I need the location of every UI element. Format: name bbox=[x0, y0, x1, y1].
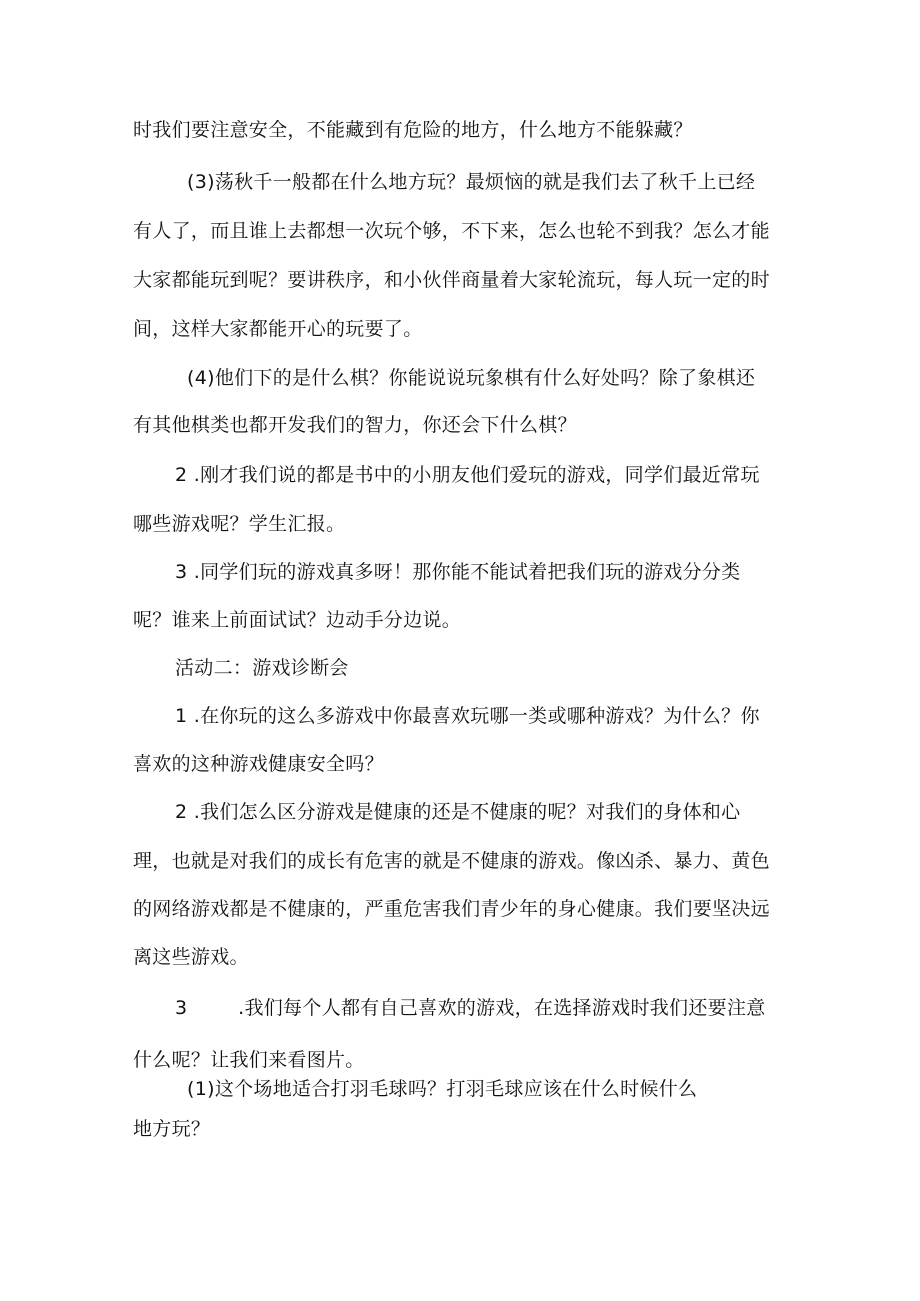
text-line: 什么呢？让我们来看图片。 bbox=[133, 1049, 365, 1071]
text-line: 有其他棋类也都开发我们的智力，你还会下什么棋？ bbox=[133, 414, 577, 436]
text-line: 离这些游戏。 bbox=[133, 946, 249, 968]
text-line: 间，这样大家都能开心的玩要了。 bbox=[133, 318, 423, 340]
text-line: (3)荡秋千一般都在什么地方玩？最烦恼的就是我们去了秋千上已经 bbox=[187, 171, 756, 193]
text-line: 的网络游戏都是不健康的，严重危害我们青少年的身心健康。我们要坚决远 bbox=[133, 898, 770, 920]
text-line: 1 .在你玩的这么多游戏中你最喜欢玩哪一类或哪种游戏？为什么？你 bbox=[175, 705, 760, 727]
text-line: (1)这个场地适合打羽毛球吗？打羽毛球应该在什么时候什么 bbox=[187, 1078, 698, 1100]
text-line: 2 .我们怎么区分游戏是健康的还是不健康的呢？对我们的身体和心 bbox=[175, 801, 741, 823]
section-heading: 活动二：游戏诊断会 bbox=[175, 657, 349, 679]
text-line: 哪些游戏呢？学生汇报。 bbox=[133, 513, 346, 535]
text-line: 喜欢的这种游戏健康安全吗？ bbox=[133, 753, 384, 775]
text-line: 呢？谁来上前面试试？边动手分边说。 bbox=[133, 609, 462, 631]
text-line: 理，也就是对我们的成长有危害的就是不健康的游戏。像凶杀、暴力、黄色 bbox=[133, 850, 770, 872]
text-line: (4)他们下的是什么棋？你能说说玩象棋有什么好处吗？除了象棋还 bbox=[187, 367, 756, 389]
text-line: 3 .同学们玩的游戏真多呀！那你能不能试着把我们玩的游戏分分类 bbox=[175, 561, 741, 583]
text-line: 3 .我们每个人都有自己喜欢的游戏，在选择游戏时我们还要注意 bbox=[175, 997, 766, 1019]
text-line: 有人了，而且谁上去都想一次玩个够，不下来，怎么也轮不到我？怎么才能 bbox=[133, 220, 770, 242]
text-line: 2 .刚才我们说的都是书中的小朋友他们爱玩的游戏，同学们最近常玩 bbox=[175, 464, 760, 486]
text-line: 时我们要注意安全，不能藏到有危险的地方，什么地方不能躲藏？ bbox=[133, 119, 693, 141]
text-line: 大家都能玩到呢？要讲秩序，和小伙伴商量着大家轮流玩，每人玩一定的时 bbox=[133, 269, 770, 291]
text-line: 地方玩？ bbox=[133, 1118, 211, 1140]
